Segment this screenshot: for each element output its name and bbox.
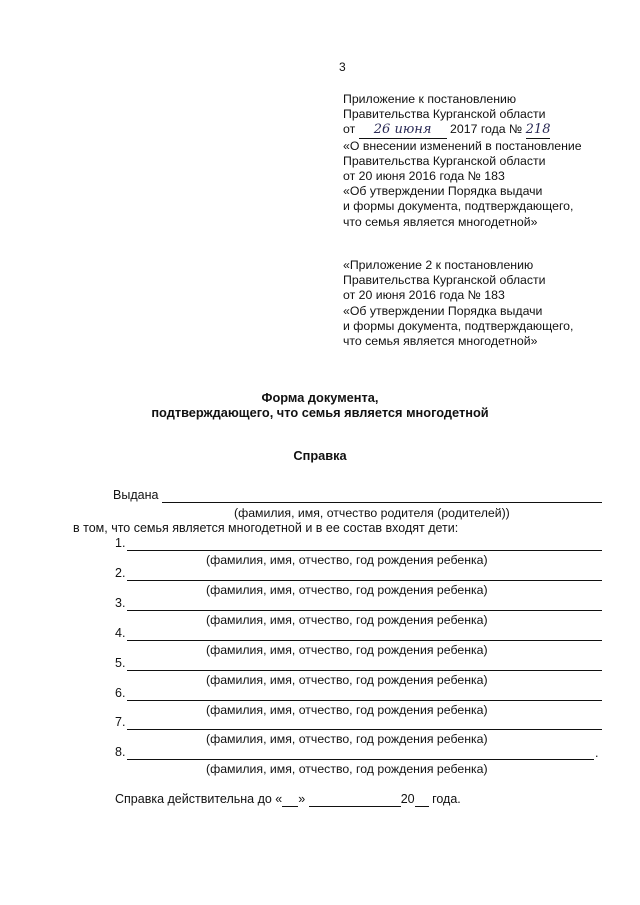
child-number: 6. [115, 686, 126, 700]
child-line [127, 580, 602, 581]
child-line [127, 759, 594, 760]
child-caption: (фамилия, имя, отчество, год рождения ребенка) [206, 762, 488, 776]
validity-year-field [415, 792, 429, 807]
appendix2-line-4: «Об утверждении Порядка выдачи [343, 303, 543, 318]
appendix-line-7: «Об утверждении Порядка выдачи [343, 184, 543, 199]
appendix2-line-3: от 20 июня 2016 года № 183 [343, 288, 505, 303]
child-number: 7. [115, 715, 126, 729]
handwritten-number: 218 [525, 122, 551, 138]
handwritten-date: 26 июня [373, 122, 432, 138]
appendix2-line-5: и формы документа, подтверждающего, [343, 318, 574, 333]
number-field [526, 122, 550, 138]
validity-line [115, 792, 461, 807]
certificate-title: Справка [293, 448, 347, 463]
validity-day-field [282, 792, 298, 807]
child-caption: (фамилия, имя, отчество, год рождения ребенка) [206, 583, 488, 597]
child-line-end: . [595, 746, 599, 760]
child-number: 1. [115, 536, 126, 550]
child-line [127, 670, 602, 671]
child-caption: (фамилия, имя, отчество, год рождения ребенка) [206, 673, 488, 687]
validity-suffix: года. [432, 792, 461, 806]
child-number: 2. [115, 566, 126, 580]
appendix2-header [343, 258, 573, 349]
issued-to-line [162, 502, 602, 503]
appendix2-line-6: что семья является многодетной» [343, 334, 538, 349]
appendix-line-1: Приложение к постановлению [343, 92, 517, 106]
validity-month-field [309, 792, 401, 807]
issued-to-label: Выдана [113, 488, 159, 502]
year-part: 2017 года № [450, 122, 523, 137]
parent-caption: (фамилия, имя, отчество родителя (родителей)) [234, 506, 510, 520]
validity-century: 20 [400, 792, 415, 806]
child-line [127, 640, 602, 641]
child-caption: (фамилия, имя, отчество, год рождения ребенка) [206, 732, 488, 746]
appendix-line-9: что семья является многодетной» [343, 214, 538, 229]
validity-quote-close: » [298, 792, 306, 806]
date-field [359, 122, 447, 138]
child-caption: (фамилия, имя, отчество, год рождения ребенка) [206, 703, 488, 717]
appendix2-line-2: Правительства Курганской области [343, 273, 546, 288]
child-number: 8. [115, 745, 126, 759]
child-caption: (фамилия, имя, отчество, год рождения ребенка) [206, 643, 488, 657]
appendix-line-4: «О внесении изменений в постановление [343, 138, 582, 153]
appendix-line-8: и формы документа, подтверждающего, [343, 199, 574, 214]
child-number: 5. [115, 656, 126, 670]
appendix-date-line [343, 122, 582, 138]
child-line [127, 610, 602, 611]
date-prefix: от [343, 122, 356, 137]
child-line [127, 729, 602, 730]
child-number: 4. [115, 626, 126, 640]
child-number: 3. [115, 596, 126, 610]
validity-prefix: Справка действительна до « [115, 792, 283, 806]
child-line [127, 550, 602, 551]
appendix-line-5: Правительства Курганской области [343, 153, 546, 168]
appendix-line-2: Правительства Курганской области [343, 107, 546, 122]
appendix-header [343, 92, 582, 230]
appendix2-line-1: «Приложение 2 к постановлению [343, 258, 534, 272]
form-title-line-1: Форма документа, [261, 390, 379, 405]
statement: в том, что семья является многодетной и в ее состав входят дети: [73, 521, 459, 535]
page-number: 3 [339, 60, 346, 74]
child-caption: (фамилия, имя, отчество, год рождения ребенка) [206, 553, 488, 567]
child-line [127, 700, 602, 701]
child-caption: (фамилия, имя, отчество, год рождения ребенка) [206, 613, 488, 627]
form-title-line-2: подтверждающего, что семья является многодетной [151, 405, 489, 420]
appendix-line-6: от 20 июня 2016 года № 183 [343, 169, 505, 184]
